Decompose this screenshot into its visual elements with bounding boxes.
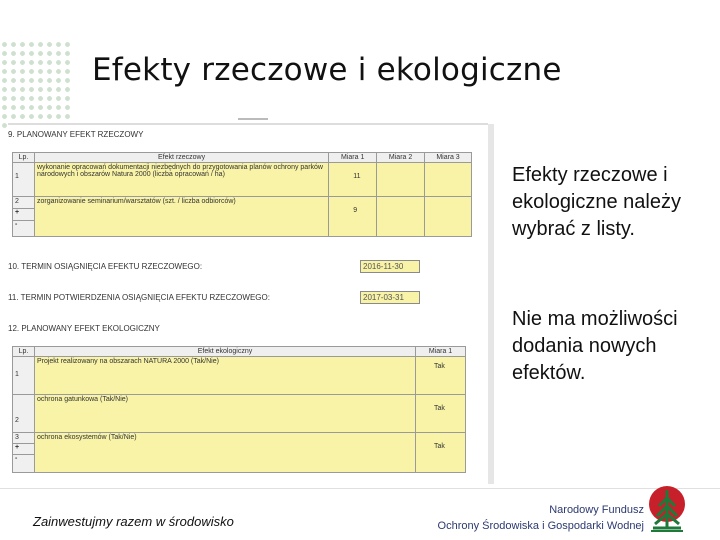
col-lp: Lp.: [13, 153, 35, 163]
form-scrollbar[interactable]: [488, 124, 494, 484]
section-9-label: 9. PLANOWANY EFEKT RZECZOWY: [8, 130, 144, 139]
footer-divider: [0, 488, 720, 489]
col-measure2: Miara 2: [377, 153, 425, 163]
measure2-input[interactable]: [377, 197, 425, 237]
row-lp-controls: [13, 433, 35, 473]
section-12-label: 12. PLANOWANY EFEKT EKOLOGICZNY: [8, 324, 160, 333]
table-row: [13, 357, 466, 395]
confirmation-date-input[interactable]: 2017-03-31: [360, 291, 420, 304]
col-effect: Efekt rzeczowy: [34, 153, 328, 163]
effect-select[interactable]: zorganizowanie seminarium/warsztatów (szt. / liczba odbiorców): [34, 197, 328, 237]
material-effects-table: [12, 152, 472, 237]
col-measure1: Miara 1: [416, 347, 466, 357]
table-row: [13, 197, 472, 237]
ecological-effects-table: [12, 346, 466, 473]
measure1-select[interactable]: Tak: [416, 433, 466, 473]
org-line-1: Narodowy Fundusz: [549, 504, 644, 516]
measure1-input[interactable]: 11: [329, 163, 377, 197]
remove-row-button[interactable]: -: [13, 454, 34, 465]
measure3-input[interactable]: [425, 197, 472, 237]
section-10-label: 10. TERMIN OSIĄGNIĘCIA EFEKTU RZECZOWEGO:: [8, 262, 203, 271]
effect-select[interactable]: wykonanie opracowań dokumentacji niezbędnych do przygotowania planów ochrony parków narodowych i obszarów Natura 2000 (liczba opracowań / ha): [34, 163, 328, 197]
row-lp-controls: [13, 197, 35, 237]
section-11-label: 11. TERMIN POTWIERDZENIA OSIĄGNIĘCIA EFEKTU RZECZOWEGO:: [8, 293, 270, 302]
effect-select[interactable]: ochrona gatunkowa (Tak/Nie): [34, 395, 415, 433]
slide-title: Efekty rzeczowe i ekologiczne: [92, 52, 562, 88]
col-measure3: Miara 3: [425, 153, 472, 163]
footer-slogan: Zainwestujmy razem w środowisko: [33, 514, 234, 529]
effect-select[interactable]: Projekt realizowany na obszarach NATURA 2000 (Tak/Nie): [34, 357, 415, 395]
row-lp: 2: [15, 198, 19, 205]
form-top-border: [8, 123, 488, 125]
table-row: [13, 395, 466, 433]
remove-row-button[interactable]: -: [13, 220, 34, 232]
row-lp: 2: [13, 395, 35, 433]
nfosigw-logo-icon: [645, 484, 689, 534]
completion-date-input[interactable]: 2016-11-30: [360, 260, 420, 273]
form-screenshot: [8, 124, 488, 484]
org-line-2: Ochrony Środowiska i Gospodarki Wodnej: [437, 520, 644, 532]
add-row-button[interactable]: +: [13, 208, 34, 220]
form-top-mark: [238, 118, 268, 120]
decorative-dot-grid: [0, 40, 70, 130]
col-measure1: Miara 1: [329, 153, 377, 163]
organization-name: [438, 502, 644, 534]
row-lp: 1: [13, 163, 35, 197]
col-effect: Efekt ekologiczny: [34, 347, 415, 357]
note-no-new-effects: Nie ma możliwości dodania nowych efektów.: [512, 308, 678, 384]
measure3-input[interactable]: [425, 163, 472, 197]
effect-select[interactable]: ochrona ekosystemów (Tak/Nie): [34, 433, 415, 473]
add-row-button[interactable]: +: [13, 443, 34, 454]
measure1-select[interactable]: Tak: [416, 357, 466, 395]
measure1-input[interactable]: 9: [329, 197, 377, 237]
note-select-from-list: Efekty rzeczowe i ekologiczne należy wybrać z listy.: [512, 164, 681, 240]
col-lp: Lp.: [13, 347, 35, 357]
table-row: [13, 433, 466, 473]
table-row: [13, 163, 472, 197]
measure1-select[interactable]: Tak: [416, 395, 466, 433]
measure2-input[interactable]: [377, 163, 425, 197]
row-lp: 3: [15, 434, 19, 441]
row-lp: 1: [13, 357, 35, 395]
